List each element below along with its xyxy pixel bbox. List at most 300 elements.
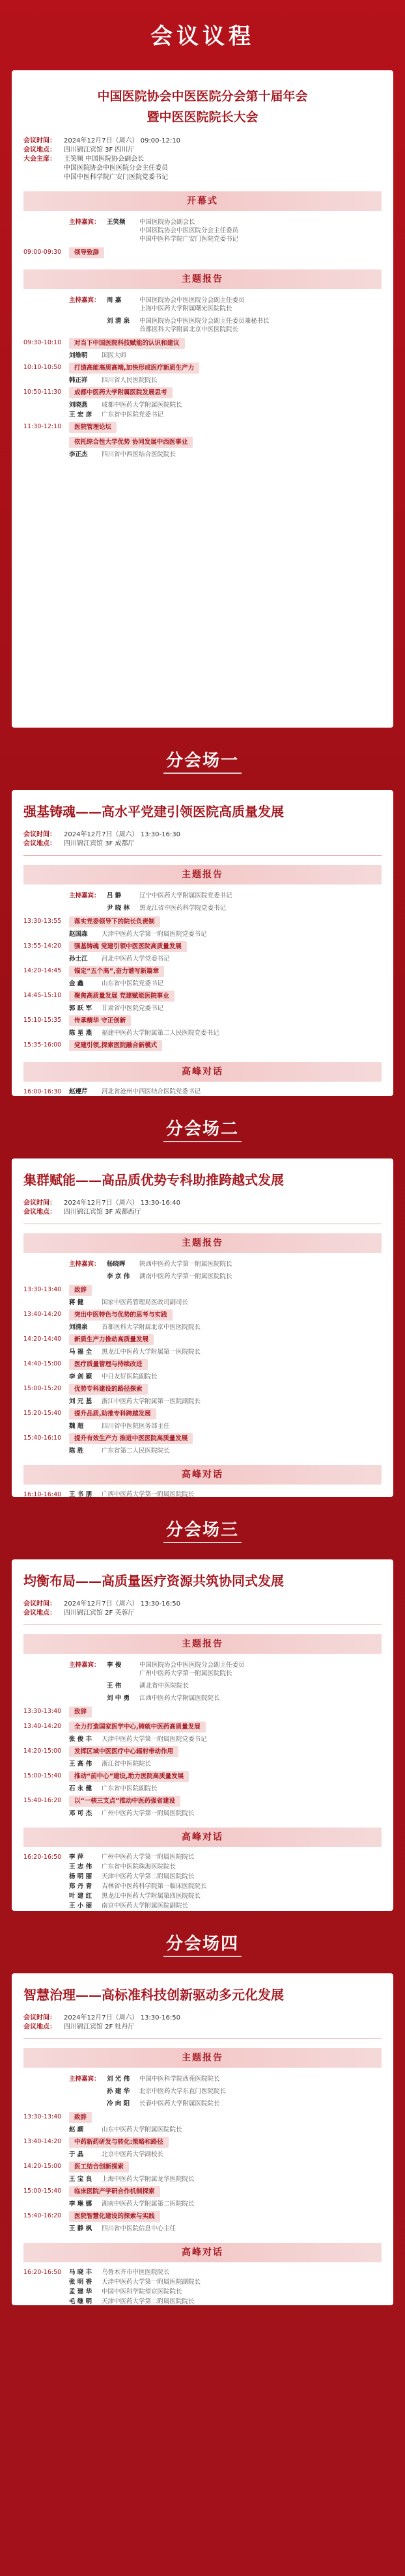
keynote-section-header: 主题报告 xyxy=(23,2048,382,2068)
speaker-title: 中日友好医院副院长 xyxy=(102,1373,158,1380)
meta-row xyxy=(23,1600,382,1609)
meta-key: 会议时间： xyxy=(23,831,56,838)
time-spacer xyxy=(23,1298,69,1307)
meta-value: 四川锦江宾馆 2F 牡丹厅 xyxy=(64,2023,135,2031)
speaker-row xyxy=(23,1421,382,1431)
agenda-item xyxy=(23,2184,382,2199)
speaker-title: 北京中医药大学副校长 xyxy=(102,2151,164,2158)
speaker-row xyxy=(23,400,382,410)
panelist-name: 赵遵芹 xyxy=(69,1088,88,1095)
speaker-row xyxy=(23,929,382,939)
host-titles xyxy=(139,296,382,313)
panelist-title: 乌鲁木齐市中医医院院长 xyxy=(102,2269,170,2276)
speaker-name: 李 剑 颖 xyxy=(69,1373,92,1380)
host-title-line: 黑龙江省中医药科学院党委书记 xyxy=(139,905,227,912)
speaker-row xyxy=(23,1809,382,1818)
panel-time xyxy=(23,2288,69,2296)
speaker-name: 赵 颜 xyxy=(69,2126,84,2133)
speaker-row xyxy=(23,1759,382,1769)
meta-key: 会议时间： xyxy=(23,1199,56,1207)
meta-value: 2024年12月7日（周六） 13:30-16:50 xyxy=(64,1600,180,1608)
panel-row xyxy=(23,1490,382,1497)
agenda-topic-wrap xyxy=(69,247,382,258)
panel-row xyxy=(23,1862,382,1872)
meta-key: 大会主席： xyxy=(23,156,56,163)
panel-row xyxy=(23,2268,382,2277)
meta-row xyxy=(23,840,382,849)
host-name: 李 京 伟 xyxy=(107,1273,130,1280)
speaker-name: 于 晶 xyxy=(69,2151,84,2158)
host-role: 主持嘉宾： xyxy=(69,219,100,226)
agenda-topic-wrap xyxy=(69,437,382,448)
speaker-name: 孙士江 xyxy=(69,955,88,963)
panelist-name: 郑 丹 青 xyxy=(69,1883,92,1890)
speaker-row xyxy=(23,2125,382,2135)
agenda-time: 13:40-14:20 xyxy=(23,2138,62,2145)
host-name: 刘 清 泉 xyxy=(107,318,130,325)
host-role: 主持嘉宾： xyxy=(69,1261,100,1268)
speaker-name: 李正杰 xyxy=(69,451,88,458)
speaker-title: 四川省中西医结合医院院长 xyxy=(102,451,176,458)
speaker-title: 国医大师 xyxy=(102,352,127,359)
panel-row xyxy=(23,1872,382,1882)
agenda-item xyxy=(23,1406,382,1421)
meta-row xyxy=(23,155,382,164)
agenda-topic: 成都中医药大学附属医院发展思考 xyxy=(69,387,173,398)
panelist-title: 广东省中医院珠海医院院长 xyxy=(102,1863,176,1870)
time-spacer xyxy=(23,2150,69,2159)
forum-header xyxy=(0,1911,405,1973)
host-name: 刘 光 伟 xyxy=(107,2076,130,2083)
speaker-title: 成都中医药大学附属医院院长 xyxy=(102,402,182,409)
agenda-topic: 优势专科建设的路径探索 xyxy=(69,1384,148,1395)
panel-row xyxy=(23,1901,382,1911)
host-title-line: 长春中医药大学附属医院院长 xyxy=(139,2100,220,2107)
panelist-title: 南京中医药大学附属医院副院长 xyxy=(102,1902,189,1910)
host-row xyxy=(23,1692,382,1705)
opening-items xyxy=(23,245,382,260)
host-title-line: 江西中医药大学附属医院院长 xyxy=(139,1695,220,1702)
agenda-topic: 聚焦高质量发展 党建赋能医院事业 xyxy=(69,991,175,1002)
meta-row xyxy=(23,164,382,173)
agenda-topic-wrap xyxy=(69,1309,382,1321)
forum-header xyxy=(0,728,405,790)
meta-value: 中国医院协会中医医院分会主任委员 xyxy=(64,165,168,172)
speaker-name: 张 俊 丰 xyxy=(69,1736,92,1743)
host-titles xyxy=(139,1661,382,1678)
meta-value: 四川锦江宾馆 2F 芙蓉厅 xyxy=(64,1610,135,1617)
forum-header xyxy=(0,1497,405,1559)
speaker-name: 王 静 枫 xyxy=(69,2225,92,2232)
time-spacer xyxy=(23,1397,69,1406)
forum-name: 分会场三 xyxy=(165,1520,239,1540)
speaker-title: 四川省中医院医务部主任 xyxy=(102,1423,170,1430)
speaker-row xyxy=(23,410,382,420)
panel-time xyxy=(23,1902,69,1910)
agenda-topic: 发挥区域中医医疗中心辐射带动作用 xyxy=(69,1746,178,1757)
host-role: 主持嘉宾： xyxy=(69,2076,100,2083)
meta-value: 中国中医科学院广安门医院党委书记 xyxy=(64,174,168,181)
panelist-name: 张 明 香 xyxy=(69,2279,92,2286)
agenda-item xyxy=(23,964,382,979)
agenda-topic: 致辞 xyxy=(69,1706,92,1718)
panelist-name: 李 萍 xyxy=(69,1854,84,1861)
agenda-topic: 锚定“五个高”,奋力谱写新篇章 xyxy=(69,966,164,977)
time-spacer xyxy=(23,1809,69,1818)
agenda-topic: 医院智慧化建设的探索与实践 xyxy=(69,2211,160,2222)
time-spacer xyxy=(23,1029,69,1037)
agenda-topic-wrap xyxy=(69,1771,382,1782)
agenda-item xyxy=(23,1038,382,1053)
panelist-name: 马 晓 丰 xyxy=(69,2269,92,2276)
panel-row xyxy=(23,1087,382,1096)
speaker-name: 郭 跃 军 xyxy=(69,1005,92,1012)
agenda-time: 14:20-15:00 xyxy=(23,2163,62,2170)
time-spacer xyxy=(23,2126,69,2134)
agenda-topic: 医院管理论坛 xyxy=(69,422,117,433)
forum-meta xyxy=(23,1199,382,1217)
agenda-time: 13:30-13:40 xyxy=(23,1286,62,1293)
agenda-time: 09:30-10:10 xyxy=(23,339,62,346)
agenda-item xyxy=(23,1794,382,1809)
meta-value: 2024年12月7日（周六） 13:30-16:50 xyxy=(64,2014,180,2021)
agenda-topic: 依托综合性大学优势 协同发展中西医事业 xyxy=(69,437,193,448)
host-titles xyxy=(139,1272,382,1281)
agenda-item xyxy=(23,1283,382,1298)
host-row xyxy=(23,902,382,914)
speaker-row xyxy=(23,376,382,385)
agenda-time: 13:55-14:20 xyxy=(23,942,62,950)
speaker-title: 甘肃省中医院党委书记 xyxy=(102,1005,164,1012)
agenda-topic-wrap xyxy=(69,363,382,374)
agenda-topic-wrap xyxy=(69,2186,382,2197)
keynote-section-header: 主题报告 xyxy=(23,1634,382,1654)
host-titles xyxy=(139,2100,382,2108)
meta-row xyxy=(23,137,382,146)
agenda-time: 11:30-12:10 xyxy=(23,423,62,430)
speaker-name: 石 永 健 xyxy=(69,1785,92,1792)
time-spacer xyxy=(23,955,69,963)
panel-time xyxy=(23,1892,69,1900)
agenda-topic-wrap xyxy=(69,1433,382,1444)
agenda-topic-wrap xyxy=(69,2112,382,2123)
agenda-time: 15:20-15:40 xyxy=(23,1410,62,1417)
host-name: 李 俊 xyxy=(107,1662,122,1669)
meta-value: 四川锦江宾馆 3F 成都厅 xyxy=(64,840,135,847)
speaker-name: 王 宝 良 xyxy=(69,2176,92,2183)
keynote-hosts xyxy=(23,294,382,336)
panelist-title: 广州中医药大学第一附属医院院长 xyxy=(102,1854,195,1861)
conference-meta xyxy=(23,137,382,182)
speaker-title: 国家中医药管理局医政司副司长 xyxy=(102,1299,189,1306)
forum-title: 智慧治理——高标准科技创新驱动多元化发展 xyxy=(23,1987,284,2003)
speaker-name: 陈 胜 xyxy=(69,1447,84,1455)
speaker-row xyxy=(23,1397,382,1406)
meta-value: 四川锦江宾馆 3F 四川厅 xyxy=(64,146,135,154)
panelist-name: 孟 建 华 xyxy=(69,2288,92,2295)
agenda-topic-wrap xyxy=(69,991,382,1002)
keynote-section-header: 主题报告 xyxy=(23,269,382,289)
meta-row xyxy=(23,146,382,155)
main-conference-card xyxy=(12,70,393,728)
host-title-line: 北京中医药大学东直门医院院长 xyxy=(139,2088,227,2095)
speaker-title: 首都医科大学附属北京中医医院院长 xyxy=(102,1324,201,1331)
keynote-section-header: 主题报告 xyxy=(23,1233,382,1253)
speaker-title: 广东省第二人民医院院长 xyxy=(102,1447,170,1455)
agenda-time: 15:10-15:35 xyxy=(23,1017,62,1024)
agenda-topic-wrap xyxy=(69,941,382,952)
speaker-row xyxy=(23,2224,382,2234)
speaker-row xyxy=(23,1028,382,1038)
agenda-time: 14:20-14:45 xyxy=(23,967,62,974)
speaker-title: 山东省中医院党委书记 xyxy=(102,980,164,987)
agenda-item xyxy=(23,2209,382,2224)
agenda-topic-wrap xyxy=(69,2161,382,2172)
meta-key: 会议地点： xyxy=(23,1209,56,1216)
panel-row xyxy=(23,1891,382,1901)
panelist-title: 黑龙江中医药大学附属第四医院院长 xyxy=(102,1893,201,1900)
meta-key: 会议地点： xyxy=(23,146,56,154)
host-titles xyxy=(139,218,382,243)
conference-title-line2: 暨中医医院院长大会 xyxy=(147,110,258,124)
speaker-name: 赵国森 xyxy=(69,931,88,938)
speaker-title: 天津中医药大学第一附属医院党委书记 xyxy=(102,931,207,938)
time-spacer xyxy=(23,1323,69,1332)
time-spacer xyxy=(23,411,69,419)
meta-key: 会议时间： xyxy=(23,1600,56,1608)
host-title-line: 广州中医药大学第一附属医院院长 xyxy=(139,1670,232,1677)
panel-row xyxy=(23,2287,382,2297)
time-spacer xyxy=(23,351,69,360)
speaker-row xyxy=(23,1784,382,1794)
meta-key: 会议时间： xyxy=(23,2014,56,2021)
time-spacer xyxy=(23,1348,69,1356)
panelist-title: 河北省沧州中西医结合医院党委书记 xyxy=(102,1088,201,1095)
host-title-line: 中国医院协会中医医院分会主任委员 xyxy=(139,227,239,234)
agenda-topic: 医疗质量管理与持续改进 xyxy=(69,1359,148,1370)
agenda-topic-wrap xyxy=(69,1706,382,1718)
panelist-title: 吉林省中医药科学院第一临床医院院长 xyxy=(102,1883,207,1890)
host-title-line: 湖北省中医院院长 xyxy=(139,1682,189,1690)
agenda-topic-wrap xyxy=(69,2211,382,2222)
host-title-line: 中国医院协会中医医院分会副主任委员 xyxy=(139,297,245,304)
panel-row xyxy=(23,1882,382,1891)
speaker-row xyxy=(23,1004,382,1013)
agenda-topic-wrap xyxy=(69,1384,382,1395)
panelist-name: 毛 继 明 xyxy=(69,2298,92,2305)
speaker-title: 黑龙江中医药大学附属第一医院院长 xyxy=(102,1349,201,1356)
host-title-line: 首都医科大学附属北京中医医院院长 xyxy=(139,326,239,333)
speaker-name: 蒋 健 xyxy=(69,1299,84,1306)
meta-row xyxy=(23,2023,382,2032)
host-name: 杨晓晖 xyxy=(107,1261,126,1268)
time-spacer xyxy=(23,1373,69,1381)
panelist-title: 天津中医药大学第二附属医院院长 xyxy=(102,1873,195,1880)
agenda-topic-wrap xyxy=(69,387,382,398)
forum-name: 分会场一 xyxy=(165,751,239,771)
speaker-title: 上海中医药大学附属龙华医院院长 xyxy=(102,2176,195,2183)
forum-header xyxy=(0,1096,405,1158)
panel-time xyxy=(23,1872,69,1881)
speaker-row xyxy=(23,2174,382,2184)
speaker-name: 金 鑫 xyxy=(69,980,84,987)
agenda-item xyxy=(23,1332,382,1347)
agenda-time: 15:35-16:00 xyxy=(23,1041,62,1048)
agenda-time xyxy=(23,437,69,448)
speaker-name: 韩正祥 xyxy=(69,377,88,384)
agenda-item xyxy=(23,914,382,929)
speaker-row xyxy=(23,1347,382,1357)
meta-value: 2024年12月7日（周六） 13:30-16:40 xyxy=(64,1199,180,1207)
forum-card xyxy=(12,1559,393,1911)
host-titles xyxy=(139,317,382,334)
agenda-item xyxy=(23,1720,382,1734)
host-row xyxy=(23,1270,382,1283)
speaker-title: 四川省人民医院院长 xyxy=(102,377,158,384)
agenda-topic: 领导致辞 xyxy=(69,247,104,258)
forum-name: 分会场四 xyxy=(165,1934,239,1954)
speaker-row xyxy=(23,1372,382,1382)
speaker-row xyxy=(23,1446,382,1456)
speaker-title: 山东中医药大学附属医院院长 xyxy=(102,2126,182,2133)
host-title-line: 辽宁中医药大学附属医院党委书记 xyxy=(139,892,232,899)
speaker-title: 天津中医药大学第一附属医院党委书记 xyxy=(102,1736,207,1743)
agenda-item xyxy=(23,2110,382,2125)
speaker-row xyxy=(23,979,382,989)
page-title: 会议议程 xyxy=(150,23,255,49)
agenda-topic-wrap xyxy=(69,1721,382,1733)
agenda-time: 15:40-16:20 xyxy=(23,1797,62,1804)
agenda-topic: 中药新药研发与转化:策略和路径 xyxy=(69,2137,169,2148)
forum-meta xyxy=(23,830,382,849)
meta-key: 会议地点： xyxy=(23,840,56,847)
agenda-time: 10:50-11:30 xyxy=(23,389,62,396)
speaker-name: 刘清泉 xyxy=(69,1324,88,1331)
panel-section-header: 高峰对话 xyxy=(23,1465,382,1485)
agenda-item xyxy=(23,1308,382,1322)
host-titles xyxy=(139,2075,382,2083)
forum-name: 分会场二 xyxy=(165,1119,239,1139)
host-row xyxy=(23,1680,382,1692)
forum-underline xyxy=(163,773,242,774)
forum-title: 强基铸魂——高水平党建引领医院高质量发展 xyxy=(23,804,284,819)
host-titles xyxy=(139,904,382,912)
time-spacer xyxy=(23,1447,69,1455)
agenda-time: 15:00-15:40 xyxy=(23,2187,62,2195)
agenda-item xyxy=(23,1705,382,1720)
agenda-topic: 对当下中国医院科技赋能的认识和建议 xyxy=(69,338,185,349)
host-name: 刘 中 勇 xyxy=(107,1695,130,1702)
agenda-item xyxy=(23,1744,382,1759)
speaker-row xyxy=(23,2199,382,2209)
agenda-topic: 打造高能高质高端,加快形成医疗新质生产力 xyxy=(69,363,199,374)
time-spacer xyxy=(23,401,69,409)
host-title-line: 中国医院协会中医医院分会副主任委员 xyxy=(139,1662,245,1669)
agenda-topic: 党建引领,探索医院融合新模式 xyxy=(69,1040,162,1051)
host-row xyxy=(23,1659,382,1680)
opening-section-header: 开幕式 xyxy=(23,191,382,211)
meta-key: 会议地点： xyxy=(23,2023,56,2031)
agenda-topic-wrap xyxy=(69,1359,382,1370)
forum-underline xyxy=(163,1542,242,1543)
meta-row xyxy=(23,2014,382,2023)
host-name: 孙 建 华 xyxy=(107,2088,130,2095)
forum-title: 均衡布局——高质量医疗资源共筑协同式发展 xyxy=(23,1573,284,1589)
agenda-item xyxy=(23,1357,382,1372)
panelist-name: 叶 建 红 xyxy=(69,1893,92,1900)
opening-host-row xyxy=(23,216,382,245)
time-spacer xyxy=(23,1004,69,1013)
time-spacer xyxy=(23,1422,69,1431)
conference-title-line1: 中国医院协会中医医院分会第十届年会 xyxy=(97,89,308,103)
meta-value: 四川锦江宾馆 3F 成都西厅 xyxy=(64,1209,141,1216)
panel-section-header: 高峰对话 xyxy=(23,2243,382,2262)
host-role: 主持嘉宾： xyxy=(69,892,100,899)
agenda-topic: 提升有效生产力 推进中医医院高质量发展 xyxy=(69,1433,193,1444)
agenda-item xyxy=(23,385,382,400)
panel-row xyxy=(23,2277,382,2287)
agenda-topic-wrap xyxy=(69,966,382,977)
agenda-topic-wrap xyxy=(69,422,382,433)
agenda-item xyxy=(23,989,382,1004)
panel-time: 16:10-16:40 xyxy=(23,1491,62,1497)
speaker-name: 李 琳 娜 xyxy=(69,2200,92,2208)
agenda-time: 10:10-10:50 xyxy=(23,364,62,371)
host-title-line: 上海中医药大学附属曙光医院院长 xyxy=(139,305,232,312)
time-spacer xyxy=(23,2200,69,2208)
host-titles xyxy=(139,892,382,900)
panel-time xyxy=(23,2278,69,2286)
time-spacer xyxy=(23,2225,69,2233)
host-row xyxy=(23,294,382,315)
keynote-section-header: 主题报告 xyxy=(23,865,382,884)
agenda-topic: 传承精华 守正创新 xyxy=(69,1015,131,1026)
speaker-row xyxy=(23,1734,382,1744)
panel-row xyxy=(23,2297,382,2305)
meta-key: 会议地点： xyxy=(23,1610,56,1617)
speaker-title: 福建中医药大学附属第二人民医院党委书记 xyxy=(102,1030,219,1037)
meta-key: 会议时间： xyxy=(23,137,56,144)
agenda-time: 15:00-15:20 xyxy=(23,1385,62,1392)
speaker-title: 湖南中医药大学附属第二医院院长 xyxy=(102,2200,195,2208)
agenda-time: 15:40-16:10 xyxy=(23,1434,62,1442)
panelist-title: 中国中医科学院望京医院院长 xyxy=(102,2288,182,2295)
host-title-line: 陕西中医药大学第一附属医院院长 xyxy=(139,1261,232,1268)
agenda-item xyxy=(23,1769,382,1784)
forum-underline xyxy=(163,1956,242,1957)
agenda-topic: 致辞 xyxy=(69,2112,92,2123)
agenda-topic-wrap xyxy=(69,1746,382,1757)
speaker-title: 浙江省中医院院长 xyxy=(102,1761,152,1768)
forum-meta xyxy=(23,1600,382,1618)
divider xyxy=(23,855,382,856)
time-spacer xyxy=(23,1760,69,1768)
agenda-topic-wrap xyxy=(69,1334,382,1345)
agenda-item xyxy=(23,245,382,260)
meta-value: 2024年12月7日（周六） 13:30-16:30 xyxy=(64,831,180,838)
speaker-row xyxy=(23,954,382,964)
speaker-title: 浙江中医药大学附属第一医院副院长 xyxy=(102,1398,201,1405)
agenda-item xyxy=(23,939,382,954)
time-spacer xyxy=(23,450,69,459)
meta-row xyxy=(23,1208,382,1217)
forum-card xyxy=(12,1973,393,2305)
agenda-time: 14:20-14:40 xyxy=(23,1336,62,1343)
host-titles xyxy=(139,1694,382,1703)
agenda-time: 09:00-09:30 xyxy=(23,249,62,256)
host-row xyxy=(23,2098,382,2110)
divider xyxy=(23,2038,382,2039)
